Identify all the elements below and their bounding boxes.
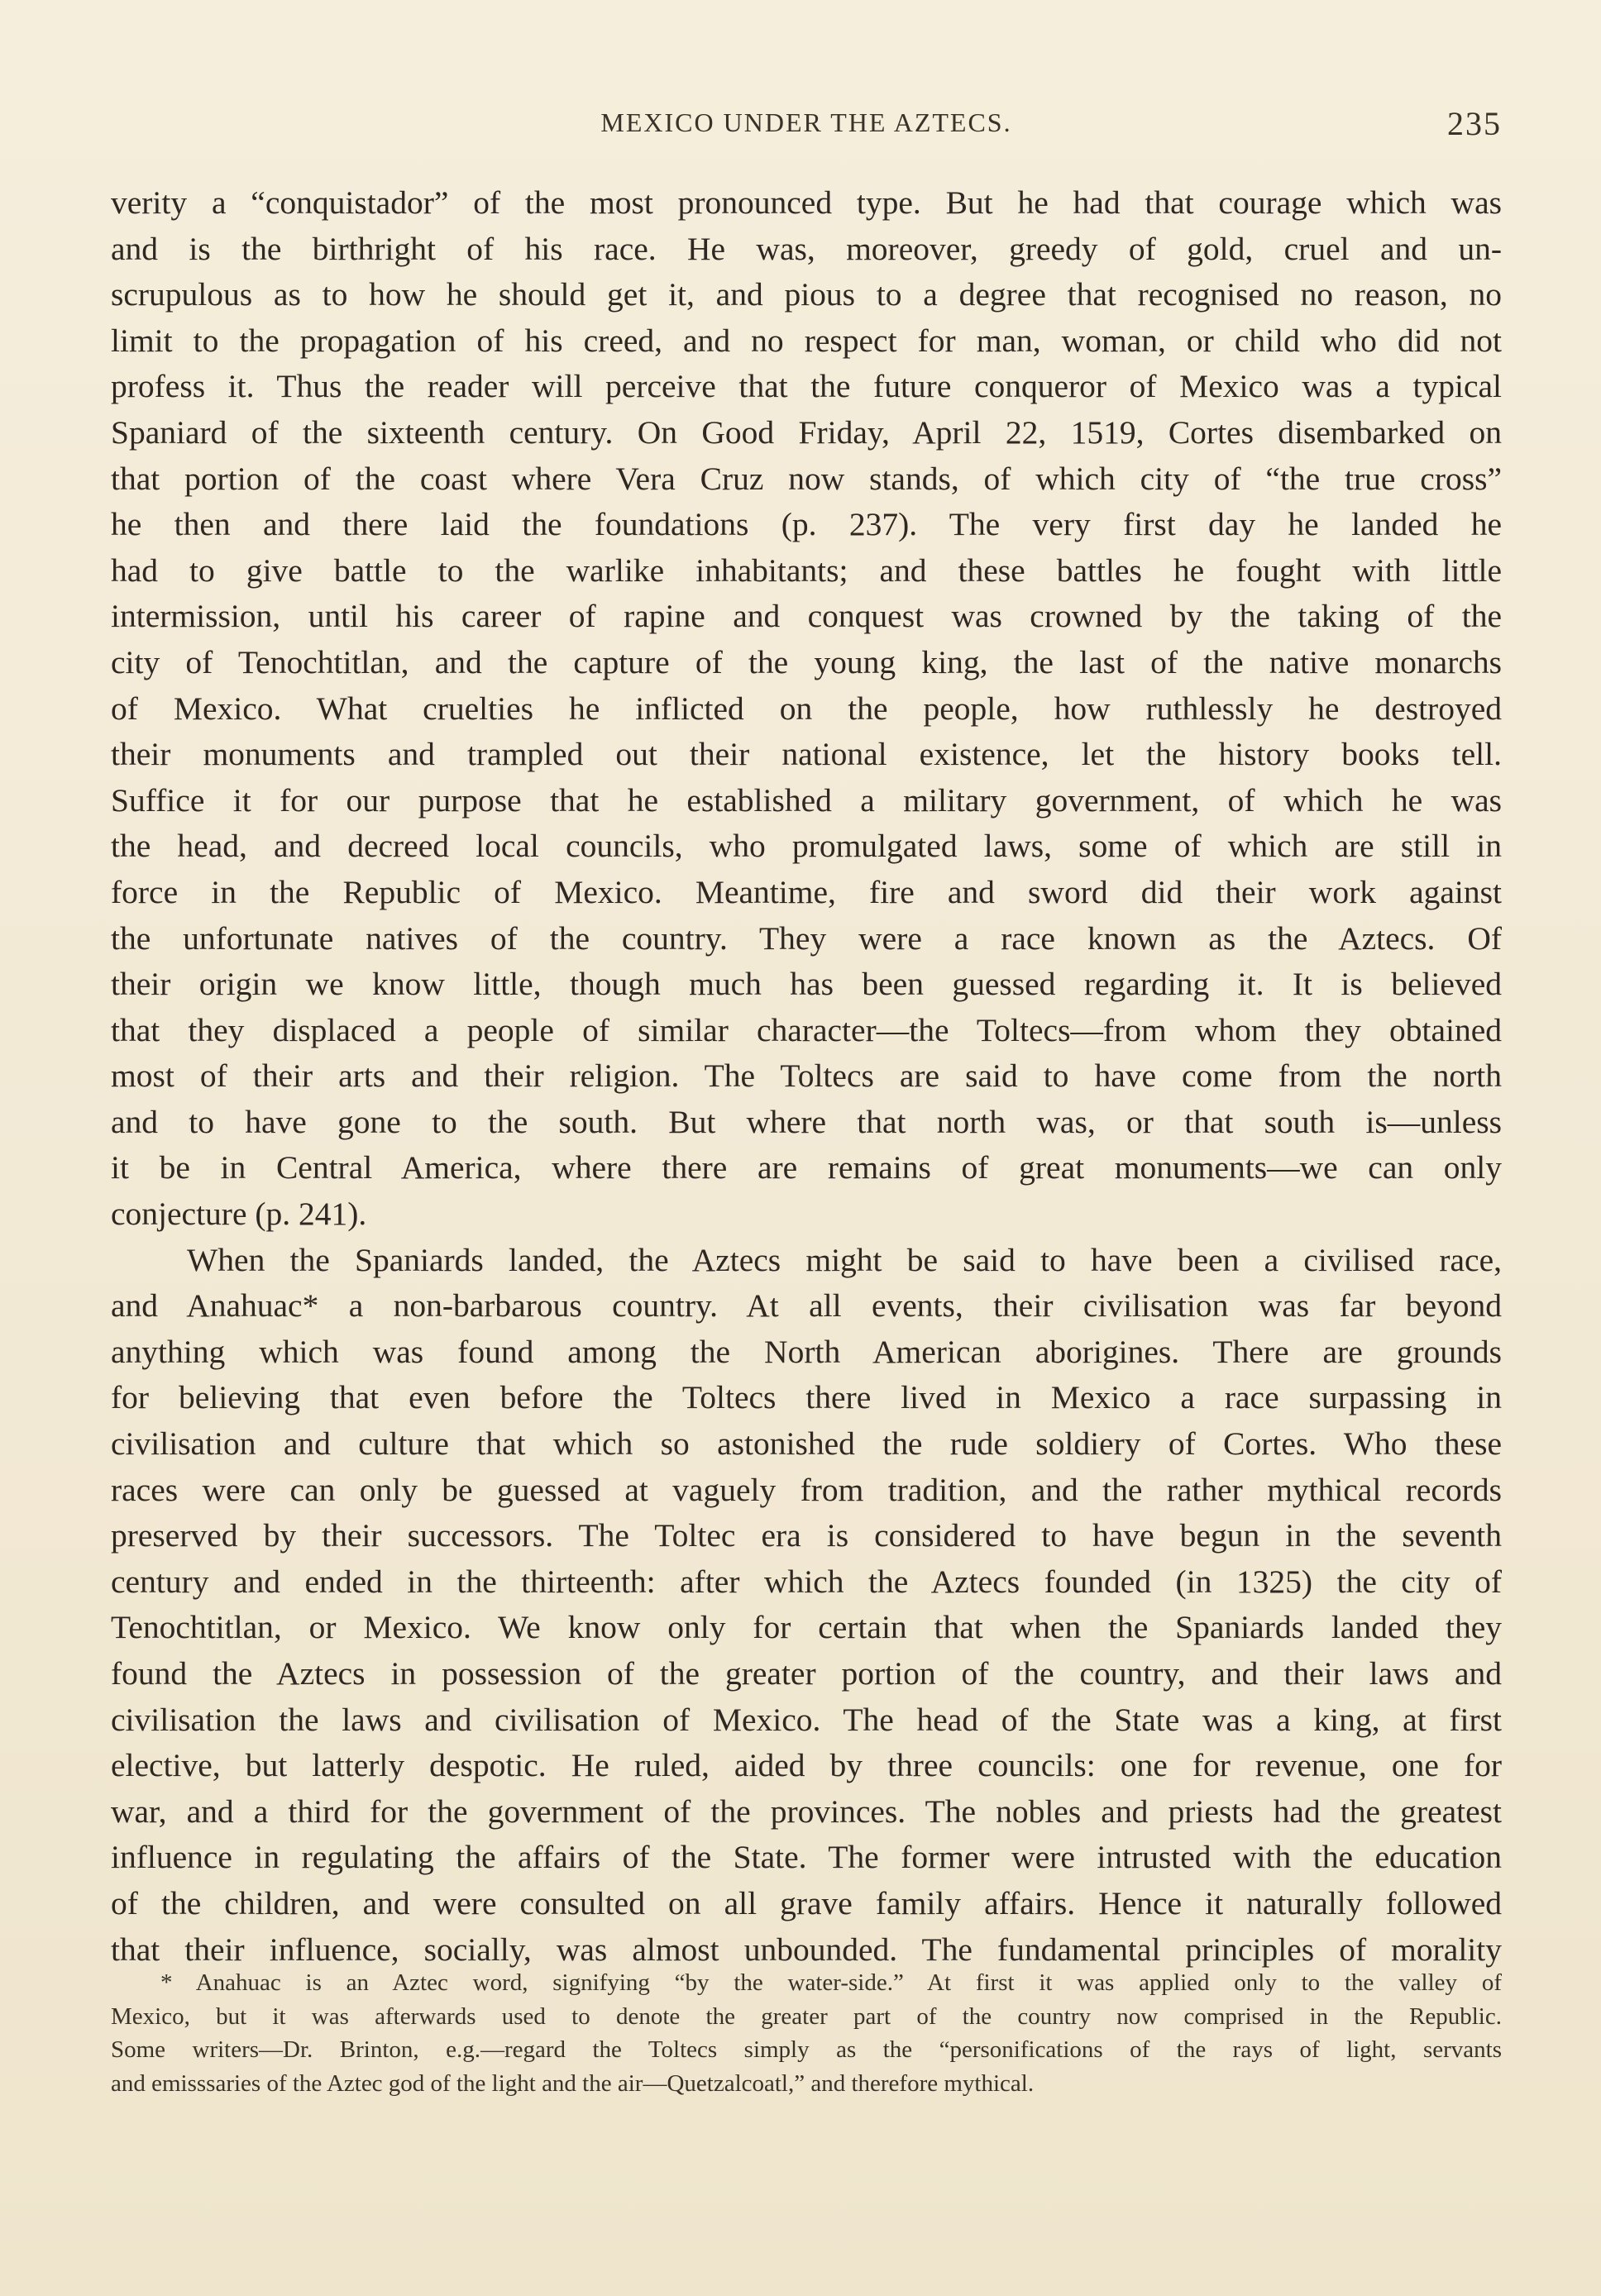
text-line: preserved by their successors. The Toltec era is considered to have begun in the seventh [111,1517,1502,1554]
text-line: Spaniard of the sixteenth century. On Good Friday, April 22, 1519, Cortes disembarked on [111,413,1502,451]
text-line: that their influence, socially, was almost unbounded. The fundamental principles of morality [111,1931,1502,1968]
text-line: that portion of the coast where Vera Cruz now stands, of which city of “the true cross” [111,460,1502,497]
text-line: most of their arts and their religion. The Toltecs are said to have come from the north [111,1057,1502,1095]
text-line: found the Aztecs in possession of the greater portion of the country, and their laws and [111,1655,1502,1692]
text-line: of Mexico. What cruelties he inflicted on the people, how ruthlessly he destroyed [111,690,1502,727]
text-line: intermission, until his career of rapine and conquest was crowned by the taking of the [111,598,1502,635]
running-head [111,107,1502,157]
footnote-line: and emisssaries of the Aztec god of the light and the air—Quetzalcoatl,” and therefore mythical. [111,2069,1035,2097]
text-line: When the Spaniards landed, the Aztecs might be said to have been a civilised race, [187,1241,1502,1278]
text-line: and to have gone to the south. But where that north was, or that south is—unless [111,1103,1502,1140]
text-line: and Anahuac* a non-barbarous country. At all events, their civilisation was far beyond [111,1287,1502,1325]
text-line: scrupulous as to how he should get it, and pious to a degree that recognised no reason, no [111,276,1502,313]
text-line: century and ended in the thirteenth: after which the Aztecs founded (in 1325) the city of [111,1563,1502,1600]
text-line: of the children, and were consulted on all grave family affairs. Hence it naturally followed [111,1884,1502,1921]
footnote-line: Mexico, but it was afterwards used to denote the greater part of the country now comprised in the Republic. [111,2002,1502,2030]
text-line: it be in Central America, where there are remains of great monuments—we can only [111,1149,1502,1186]
text-line: and is the birthright of his race. He was, moreover, greedy of gold, cruel and un- [111,230,1502,267]
text-line: for believing that even before the Toltecs there lived in Mexico a race surpassing in [111,1379,1502,1416]
text-line: that they displaced a people of similar character—the Toltecs—from whom they obtained [111,1011,1502,1048]
text-line: races were can only be guessed at vaguely from tradition, and the rather mythical records [111,1471,1502,1508]
running-title: MEXICO UNDER THE AZTECS. [600,107,1012,137]
text-line: city of Tenochtitlan, and the capture of the young king, the last of the native monarchs [111,643,1502,680]
footnote [111,1966,1502,2100]
text-line: Tenochtitlan, or Mexico. We know only for certain that when the Spaniards landed they [111,1609,1502,1646]
text-line: conjecture (p. 241). [111,1196,367,1233]
text-line: the unfortunate natives of the country. They were a race known as the Aztecs. Of [111,919,1502,957]
text-line: force in the Republic of Mexico. Meantime, fire and sword did their work against [111,873,1502,910]
text-line: elective, but latterly despotic. He ruled, aided by three councils: one for revenue, one for [111,1747,1502,1784]
text-line: had to give battle to the warlike inhabitants; and these battles he fought with little [111,551,1502,589]
text-line: influence in regulating the affairs of the State. The former were intrusted with the education [111,1839,1502,1876]
text-line: civilisation the laws and civilisation of Mexico. The head of the State was a king, at first [111,1701,1502,1738]
paragraph-1 [111,180,1502,1238]
text-line: civilisation and culture that which so astonished the rude soldiery of Cortes. Who these [111,1425,1502,1463]
footnote-line: * Anahuac is an Aztec word, signifying “by the water-side.” At first it was applied only to the valley of [160,1969,1502,1996]
text-line: the head, and decreed local councils, who promulgated laws, some of which are still in [111,828,1502,865]
text-line: war, and a third for the government of the provinces. The nobles and priests had the greatest [111,1792,1502,1830]
text-line: profess it. Thus the reader will perceive that the future conqueror of Mexico was a typical [111,368,1502,405]
text-line: verity a “conquistador” of the most pronounced type. But he had that courage which was [111,184,1502,221]
footnote-line: Some writers—Dr. Brinton, e.g.—regard the Toltecs simply as the “personifications of the rays of light, servants [111,2036,1502,2063]
text-line: Suffice it for our purpose that he established a military government, of which he was [111,781,1502,819]
text-line: limit to the propagation of his creed, and no respect for man, woman, or child who did not [111,322,1502,359]
body-text [111,180,1502,1973]
text-line: anything which was found among the North American aborigines. There are grounds [111,1333,1502,1370]
text-line: their origin we know little, though much has been guessed regarding it. It is believed [111,966,1502,1003]
text-line: he then and there laid the foundations (p. 237). The very first day he landed he [111,506,1502,543]
page-number: 235 [1447,105,1502,142]
paragraph-2 [111,1238,1502,1974]
text-line: their monuments and trampled out their national existence, let the history books tell. [111,736,1502,773]
